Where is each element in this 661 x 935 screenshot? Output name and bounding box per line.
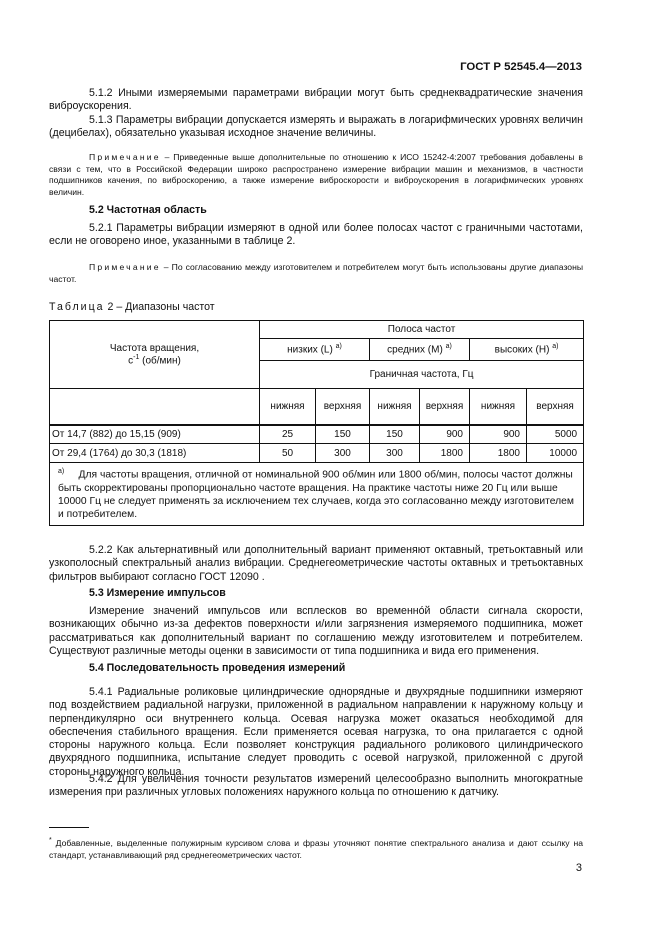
table-cell: 1800 (420, 444, 470, 463)
high-lower-header: нижняя (470, 389, 527, 425)
footnote-text: Добавленные, выделенные полужирным курсивом слова и фразы уточняют понятие спектрального анализа и дают ссылку на стандарт, устанавливающий ряд среднегеометрических частот. (49, 837, 583, 861)
band-high-sup: a) (552, 343, 559, 351)
table-cell: 1800 (470, 444, 527, 463)
paragraph-5-1-3: 5.1.3 Параметры вибрации допускается измерять и выражать в логарифмических уровнях величин (децибелах), обязательно указывая исходное значение величины. (49, 114, 583, 140)
heading-5-3: 5.3 Измерение импульсов (89, 587, 226, 599)
row-speed: От 14,7 (882) до 15,15 (909) (50, 425, 260, 444)
speed-header-sup: -1 (133, 353, 140, 361)
table-footnote-row (50, 463, 584, 526)
table-cell: 300 (316, 444, 370, 463)
band-high-label: высоких (H) (494, 344, 550, 356)
table-caption (49, 301, 215, 313)
table-row (50, 444, 584, 463)
speed-header-rpm: (об/мин) (139, 355, 181, 367)
band-high (470, 339, 584, 361)
table-caption-text: 2 – Диапазоны частот (104, 301, 215, 313)
speed-header-unit: с (128, 355, 134, 367)
mid-upper-header: верхняя (420, 389, 470, 425)
paragraph-5-1-2: 5.1.2 Иными измеряемыми параметрами вибрации могут быть среднеквадратические значения виброускорения. (49, 87, 583, 113)
low-upper-header: верхняя (316, 389, 370, 425)
note-1-text: – Приведенные выше дополнительные по отношению к ИСО 15242-4:2007 требования добавлены в связи с тем, что в Российской Федерации широко распространено измерение вибрации машин и механизмов, в частности подшипников качения, по виброскорению, а также измерение виброскорости и виброускорения в логарифмических уровнях величин. (49, 152, 583, 197)
speed-header-line1: Частота вращения, (109, 342, 200, 354)
heading-5-2: 5.2 Частотная область (89, 204, 207, 216)
paragraph-5-2-1: 5.2.1 Параметры вибрации измеряют в одной или более полосах частот с граничными частотами, если не оговорено иное, указанными в таблице 2. (49, 222, 583, 248)
table-cell: 10000 (527, 444, 584, 463)
table-footnote-text: Для частоты вращения, отличной от номинальной 900 об/мин или 1800 об/мин, полосы частот должны быть скорректированы пропорционально частоте вращения. На практике частоты ниже 20 Гц или выше 10000 Гц не следует применять за исключением тех случаев, когда это согласованно между изготовителем и потребителем. (58, 469, 574, 521)
boundary-header: Граничная частота, Гц (260, 361, 584, 389)
table-cell: 900 (470, 425, 527, 444)
footnote-mark: * (49, 837, 52, 844)
table-cell: 25 (260, 425, 316, 444)
table-row (50, 425, 584, 444)
band-low (260, 339, 370, 361)
paragraph-5-3: Измерение значений импульсов или всплесков во временнóй области сигнала скорости, возникающих обычно из-за дефектов поверхности и/или загрязнения измеряемого подшипника, может рассматриваться как дополнительный вариант по соглашению между изготовителем и потребителем. Существуют различные методы оценки в зависимости от типа подшипника и вида его применения. (49, 605, 583, 657)
empty-cell (50, 389, 260, 425)
page-footnote (49, 835, 583, 862)
note-2 (49, 262, 583, 285)
band-mid-sup: a) (445, 343, 452, 351)
band-low-label: низких (L) (287, 344, 333, 356)
paragraph-5-4-2: 5.4.2 Для увеличения точности результатов измерений целесообразно выполнить многократные измерения при различных угловых положениях наружного кольца по отношению к датчику. (49, 773, 583, 799)
mid-lower-header: нижняя (370, 389, 420, 425)
table-cell: 150 (370, 425, 420, 444)
page-number: 3 (575, 862, 582, 874)
footnote-divider (49, 827, 89, 828)
low-lower-header: нижняя (260, 389, 316, 425)
note-2-label: Примечание (89, 262, 161, 272)
paragraph-5-2-2: 5.2.2 Как альтернативный или дополнительный вариант применяют октавный, третьоктавный или узкополосный спектральный анализ вибрации. Среднегеометрические частоты октавных и третьоктавных фильтров выбирают согласно ГОСТ 12090 . (49, 544, 583, 583)
frequency-ranges-table (49, 320, 584, 526)
paragraph-5-4-1: 5.4.1 Радиальные роликовые цилиндрические однорядные и двухрядные подшипники измеряют под воздействием радиальной нагрузки, приложенной в радиальном направлении к наружному кольцу и перпендикулярно оси внутреннего кольца. Осевая нагрузка может оказаться необходимой для обеспечения стабильного вращения. Если применяется осевая нагрузка, то она прилагается с одной стороны наружного кольца. Если позволяет конструкция радиального роликового цилиндрического двухрядного подшипника, испытание следует проводить с осевой нагрузкой, приложенной с другой стороны наружного кольца. (49, 686, 583, 778)
table-cell: 900 (420, 425, 470, 444)
heading-5-4: 5.4 Последовательность проведения измерений (89, 662, 346, 674)
table-cell: 50 (260, 444, 316, 463)
row-speed: От 29,4 (1764) до 30,3 (1818) (50, 444, 260, 463)
note-1 (49, 152, 583, 198)
table-caption-label: Таблица (49, 301, 105, 313)
table-cell: 300 (370, 444, 420, 463)
document-header: ГОСТ Р 52545.4—2013 (460, 61, 582, 73)
table-footnote-mark: a) (58, 468, 65, 475)
band-header: Полоса частот (260, 321, 584, 339)
band-mid (370, 339, 470, 361)
table-cell: 5000 (527, 425, 584, 444)
speed-header (50, 321, 260, 389)
high-upper-header: верхняя (527, 389, 584, 425)
table-footnote (50, 463, 584, 526)
band-mid-label: средних (M) (387, 344, 443, 356)
note-1-label: Примечание (89, 152, 161, 162)
band-low-sup: a) (335, 343, 342, 351)
note-2-text: – По согласованию между изготовителем и потребителем могут быть использованы другие диапазоны частот. (49, 262, 583, 284)
table-cell: 150 (316, 425, 370, 444)
